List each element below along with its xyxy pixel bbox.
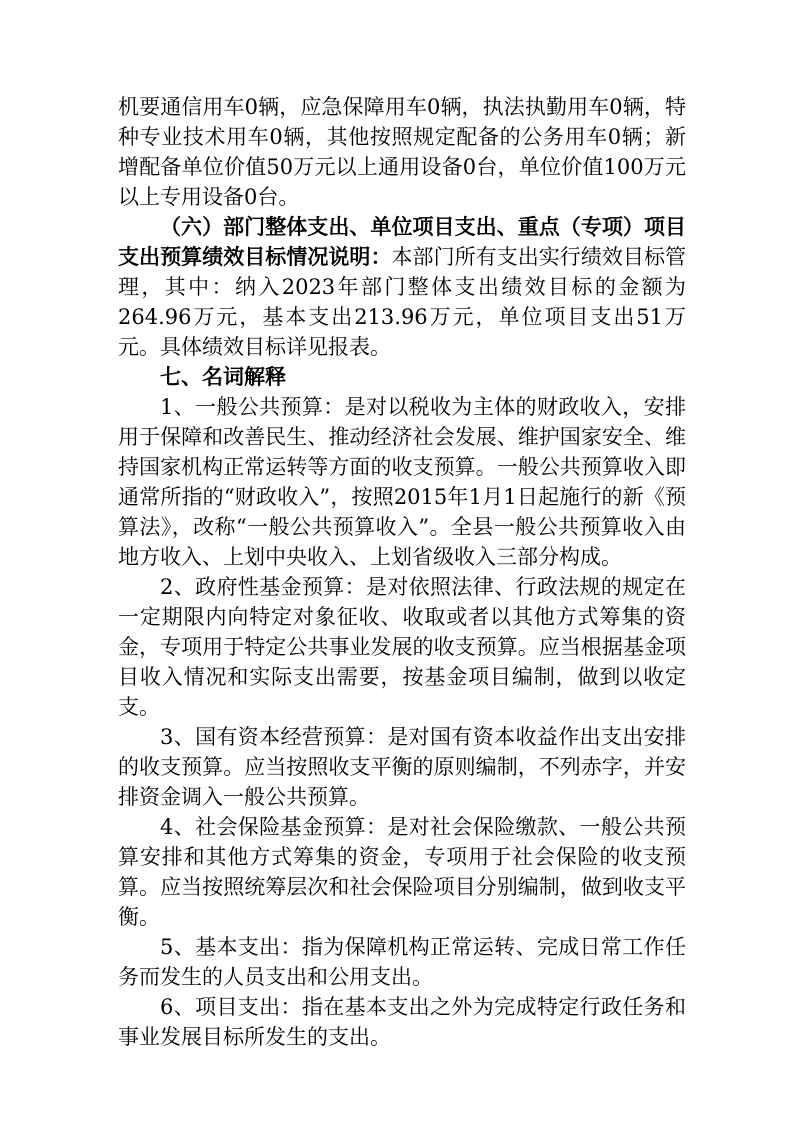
term-project-expenditure: 6、项目支出：指在基本支出之外为完成特定行政任务和事业发展目标所发生的支出。 bbox=[118, 995, 686, 1049]
section-heading-6: （六）部门整体支出、单位项目支出、重点（专项）项目支出预算绩效目标情况说明： bbox=[118, 214, 686, 269]
term-state-capital-budget: 3、国有资本经营预算：是对国有资本收益作出支出安排的收支预算。应当按照收支平衡的原则编制，不列赤字，并安排资金调入一般公共预算。 bbox=[118, 725, 686, 809]
section-heading-7: 七、名词解释 bbox=[160, 364, 286, 389]
document-page bbox=[118, 92, 686, 1052]
term-government-fund-budget: 2、政府性基金预算：是对依照法律、行政法规的规定在一定期限内向特定对象征收、收取或者以其他方式筹集的资金，专项用于特定公共事业发展的收支预算。应当根据基金项目收入情况和实际支出需要，按基金项目编制，做到以收定支。 bbox=[118, 575, 686, 719]
performance-targets-text: 本部门所有支出实行绩效目标管理，其中：纳入2023年部门整体支出绩效目标的金额为264.96万元，基本支出213.96万元，单位项目支出51万元。具体绩效目标详见报表。 bbox=[118, 245, 686, 359]
term-social-insurance-fund-budget: 4、社会保险基金预算：是对社会保险缴款、一般公共预算安排和其他方式筹集的资金，专项用于社会保险的收支预算。应当按照统筹层次和社会保险项目分别编制，做到收支平衡。 bbox=[118, 815, 686, 929]
paragraph-performance-targets bbox=[118, 212, 686, 362]
term-general-public-budget: 1、一般公共预算：是对以税收为主体的财政收入，安排用于保障和改善民生、推动经济社会发展、维护国家安全、维持国家机构正常运转等方面的收支预算。一般公共预算收入即通常所指的“财政收入”，按照2015年1月1日起施行的新《预算法》，改称“一般公共预算收入”。全县一般公共预算收入由地方收入、上划中央收入、上划省级收入三部分构成。 bbox=[118, 395, 686, 569]
paragraph-vehicles: 机要通信用车0辆，应急保障用车0辆，执法执勤用车0辆，特种专业技术用车0辆，其他按照规定配备的公务用车0辆；新增配备单位价值50万元以上通用设备0台，单位价值100万元以上专用设备0台。 bbox=[118, 95, 686, 209]
term-basic-expenditure: 5、基本支出：指为保障机构正常运转、完成日常工作任务而发生的人员支出和公用支出。 bbox=[118, 935, 686, 989]
